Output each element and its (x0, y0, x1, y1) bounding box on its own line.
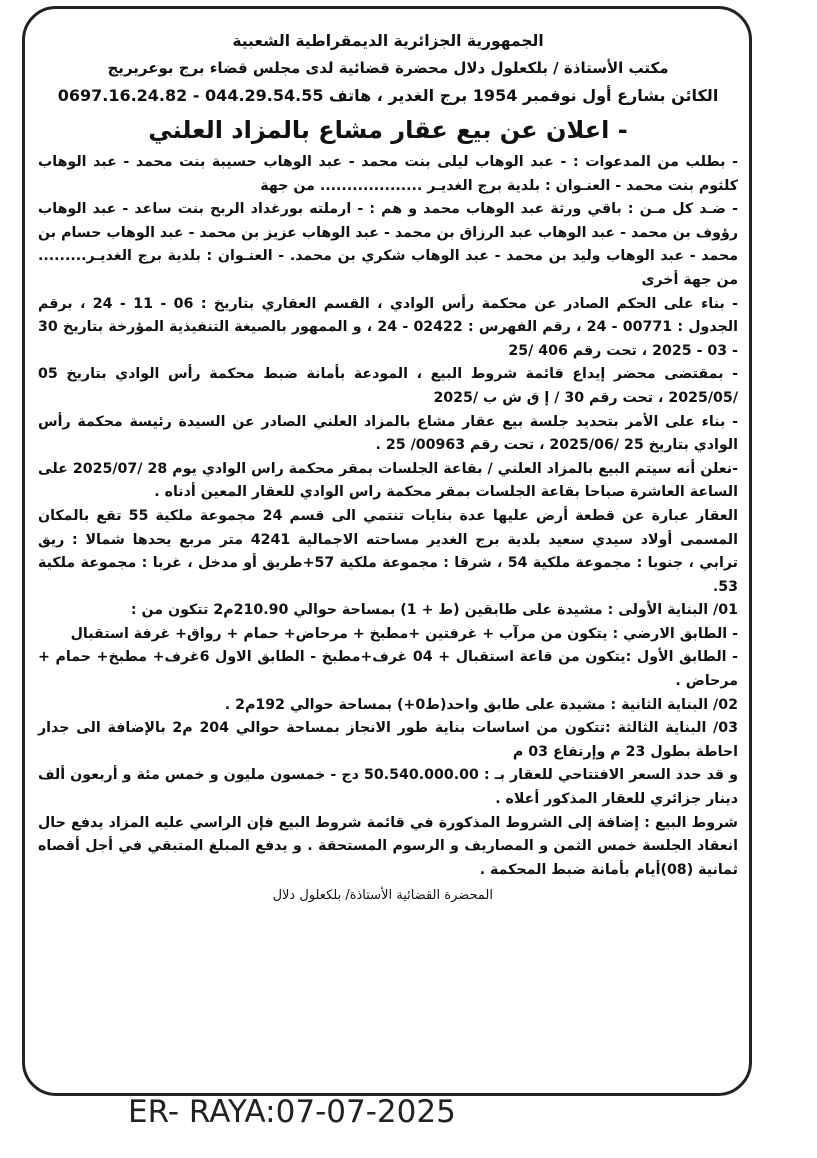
paragraph-building-1: 01/ البناية الأولى : مشيدة على طابقين (ط + 1) بمساحة حوالي 210.90م2 تتكون من : (130, 602, 738, 619)
paragraph-judgment: - بناء على الحكم الصادر عن محكمة رأس الوادي ، القسم العقاري بتاريخ : 06 - 11 - 24 ، برقم الجدول : 00771 - 24 ، رقم الفهرس : 02422 - 24 ، و الممهور بالصيغة التنفيذية المؤرخة بتاريخ 30 - 03 - 2025 ، تحت رقم 406 /25 (38, 295, 738, 359)
signature: المحضرة القضائية الأستاذة/ بلكعلول دلال (272, 888, 493, 904)
republic-header: الجمهورية الجزائرية الديمقراطية الشعبية (232, 32, 544, 50)
paragraph-ground-floor: - الطابق الارضي : يتكون من مرآب + غرفتين +مطبخ + مرحاض+ حمام + رواق+ غرفة استقبال (70, 625, 738, 642)
paragraph-announcement: -نعلن أنه سيتم البيع بالمزاد العلني / بقاعة الجلسات بمقر محكمة راس الوادي يوم 28 /2025/07 على الساعة العاشرة صباحا بقاعة الجلسات بمقر محكمة راس الوادي للعقار المعين أدناه . (38, 460, 739, 501)
paragraph-price: و قد حدد السعر الافتتاحي للعقار بـ : 50.540.000.00 دج - خمسون مليون و خمس مئة و أربعون ألف دينار جزائري للعقار المذكور أعلاه . (38, 767, 739, 808)
paragraph-deposit: - بمقتضى محضر إيداع قائمة شروط البيع ، المودعة بأمانة ضبط محكمة رأس الوادي بتاريخ 05 /2025/05 ، تحت رقم 30 / إ ق ش ب /2025 (38, 366, 738, 406)
paragraph-requesters: - بطلب من المدعوات : - عبد الوهاب ليلى بنت محمد - عبد الوهاب حسيبة بنت محمد - عبد الوهاب كلثوم بنت محمد - العنـوان : بلدية برج الغديـر ................... من جهة (38, 154, 738, 194)
paragraph-building-3: 03/ البناية الثالثة :تتكون من اساسات بناية طور الانجاز بمساحة حوالي 204 م2 بالإضافة الى جدار احاطة بطول 23 م وإرتفاع 03 م (38, 720, 738, 760)
footer-source-date: ER- RAYA:07-07-2025 (128, 1094, 456, 1130)
paragraph-building-2: 02/ البناية الثانية : مشيدة على طابق واحد(ط0+) بمساحة حوالي 192م2 . (224, 696, 738, 713)
notice-title: - اعلان عن بيع عقار مشاع بالمزاد العلني (148, 116, 628, 144)
paragraph-order: - بناء على الأمر بتحديد جلسة بيع عقار مشاع بالمزاد العلني الصادر عن السيدة رئيسة محكمة رأس الوادي بتاريخ 25 /2025/06 ، تحت رقم 00963/ 25 . (38, 413, 738, 454)
paragraph-conditions: شروط البيع : إضافة إلى الشروط المذكورة في قائمة شروط البيع فإن الراسي عليه المزاد يدفع حال انعقاد الجلسة خمس الثمن و المصاريف و الرسوم المستحقة . و يدفع المبلغ المتبقي في أجل أقصاه ثمانية (08)أيام بأمانة ضبط المحكمة . (38, 814, 738, 878)
paragraph-property: العقار عبارة عن قطعة أرض عليها عدة بنايات تنتمي الى قسم 24 مجموعة ملكية 55 تقع بالمكان المسمى أولاد سيدي سعيد بلدية برج الغدير مساحته الاجمالية 4241 متر مربع يحدها شمالا : ريق ترابي ، جنوبا : مجموعة ملكية 54 ، شرقا : مجموعة ملكية 57+طريق أو مدخل ، غربا : مجموعة ملكية 53. (38, 507, 738, 595)
paragraph-defendants: - ضـد كل مـن : باقي ورثة عبد الوهاب محمد و هم : - ارملته بورغداد الربح بنت ساعد - عبد الوهاب رؤوف بن محمد - عبد الوهاب عبد الرزاق بن محمد - عبد الوهاب عزيز بن محمد - عبد الوهاب حسام بن محمد - عبد الوهاب وليد بن محمد - عبد الوهاب شكري بن محمد. - العنـوان : بلدية برج الغديـر......... من جهة أخرى (38, 201, 738, 288)
paragraph-first-floor: - الطابق الأول :يتكون من قاعة استقبال + 04 غرف+مطبخ - الطابق الاول 6غرف+ مطبخ+ حمام + مرحاض . (38, 649, 739, 690)
notice-content (38, 28, 738, 908)
office-header: مكتب الأستاذة / بلكعلول دلال محضرة قضائية لدى مجلس قضاء برج بوعريريج (107, 59, 669, 77)
address-header: الكائن بشارع أول نوفمبر 1954 برج الغدير ، هاتف 044.29.54.55 - 0697.16.24.82 (57, 86, 719, 105)
